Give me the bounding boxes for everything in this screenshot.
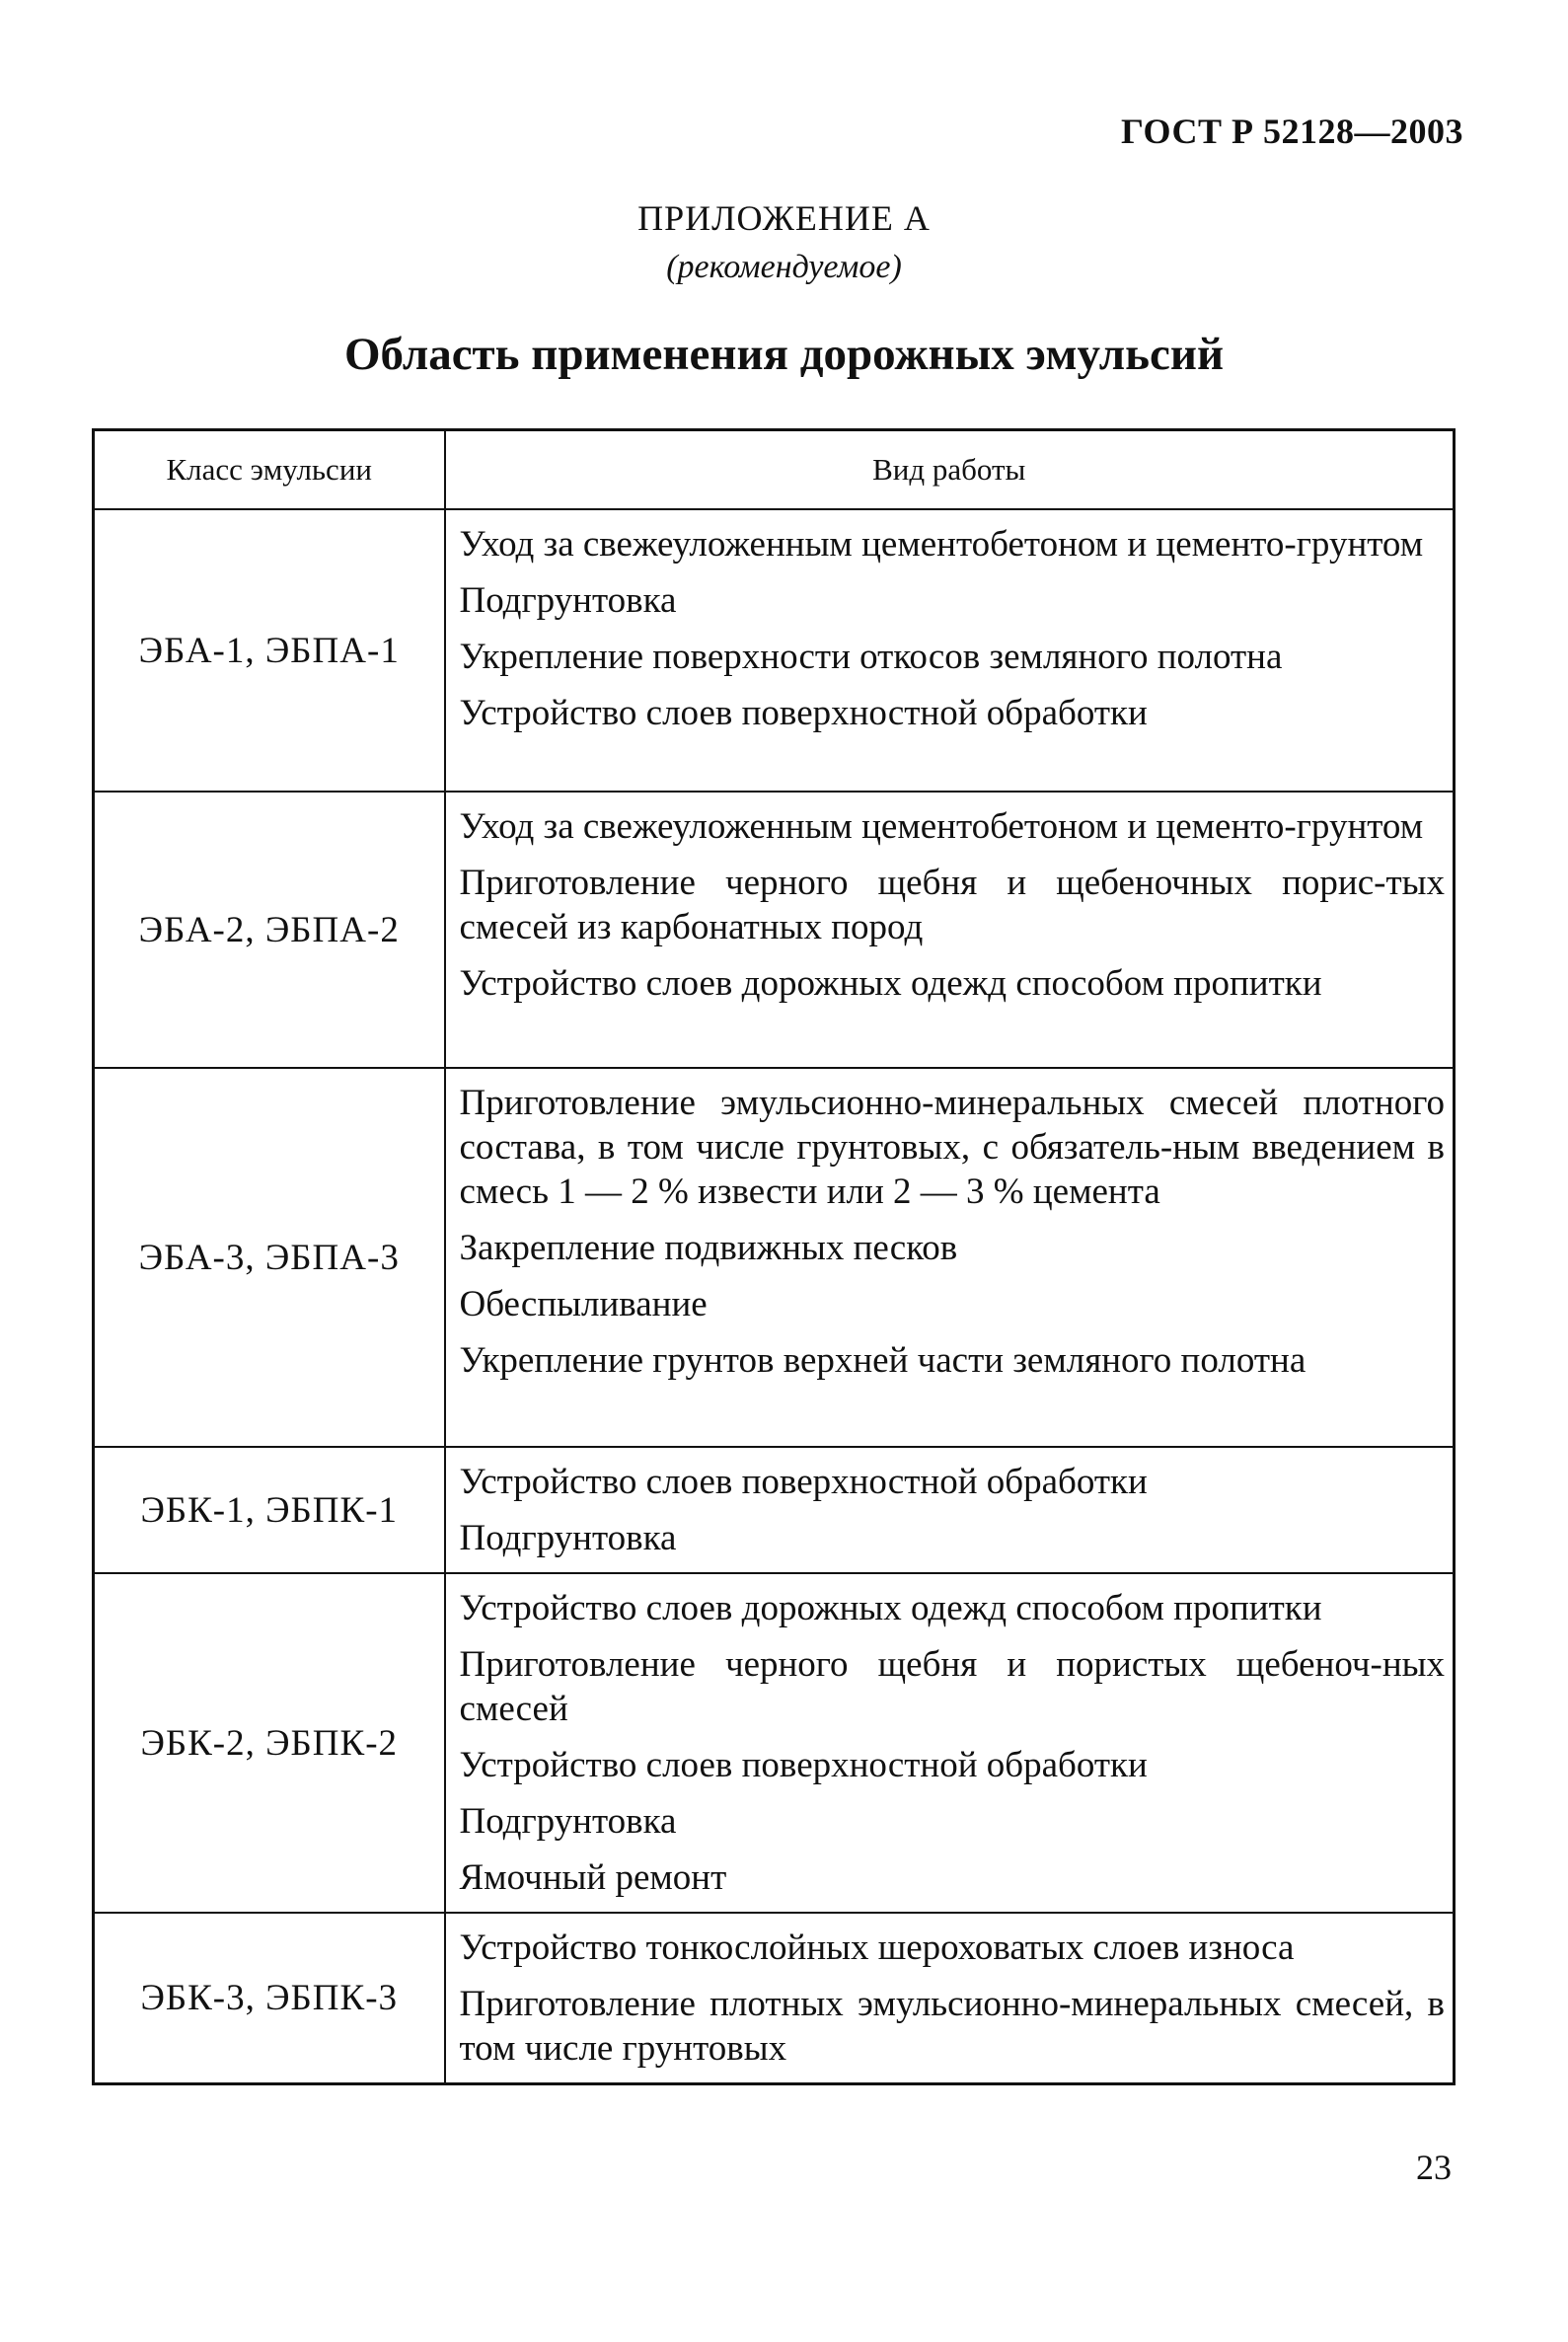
table-row (94, 1913, 1455, 2084)
table-row (94, 1573, 1455, 1913)
table-row (94, 792, 1455, 1068)
work-item: Устройство слоев поверхностной обработки (459, 1745, 1148, 1785)
emulsion-class-cell: ЭБА-3, ЭБПА-3 (94, 1068, 445, 1447)
page-number: 23 (1416, 2148, 1452, 2187)
work-type-cell (445, 1913, 1455, 2084)
work-item: Укрепление поверхности откосов земляного полотна (459, 637, 1283, 677)
work-type-cell (445, 1447, 1455, 1573)
appendix-note: (рекомендуемое) (666, 249, 902, 285)
work-item: Уход за свежеуложенным цементобетоном и цементо-грунтом (459, 806, 1424, 847)
work-item: Уход за свежеуложенным цементобетоном и цементо-грунтом (459, 524, 1424, 565)
emulsion-class-cell: ЭБА-2, ЭБПА-2 (94, 792, 445, 1068)
work-item: Приготовление эмульсионно-минеральных смесей плотного состава, в том числе грунтовых, с обязатель-ным введением в смесь 1 — 2 % извести или 2 — 3 % цемента (459, 1083, 1445, 1212)
work-item: Подгрунтовка (459, 580, 677, 621)
emulsion-application-table (92, 428, 1456, 2085)
work-item: Устройство тонкослойных шероховатых слоев износа (459, 1927, 1295, 1968)
appendix-title: ПРИЛОЖЕНИЕ А (637, 198, 931, 238)
work-item: Укрепление грунтов верхней части земляного полотна (459, 1340, 1307, 1381)
table-row (94, 1068, 1455, 1447)
page-title: Область применения дорожных эмульсий (343, 329, 1225, 380)
work-item: Устройство слоев поверхностной обработки (459, 693, 1148, 733)
emulsion-class-cell: ЭБК-2, ЭБПК-2 (94, 1573, 445, 1913)
work-item: Устройство слоев дорожных одежд способом пропитки (459, 963, 1322, 1004)
work-item: Устройство слоев поверхностной обработки (459, 1462, 1148, 1502)
work-item: Обеспыливание (459, 1284, 708, 1324)
table-header-row (94, 430, 1455, 510)
column-header-emulsion-class: Класс эмульсии (94, 430, 445, 510)
work-type-cell (445, 509, 1455, 792)
work-item: Закрепление подвижных песков (459, 1228, 958, 1268)
work-item: Приготовление черного щебня и пористых щебеноч-ных смесей (459, 1644, 1445, 1729)
work-item: Ямочный ремонт (459, 1857, 727, 1898)
table-row (94, 1447, 1455, 1573)
work-type-cell (445, 1573, 1455, 1913)
emulsion-class-cell: ЭБК-3, ЭБПК-3 (94, 1913, 445, 2084)
work-type-cell (445, 1068, 1455, 1447)
work-item: Подгрунтовка (459, 1801, 677, 1842)
emulsion-class-cell: ЭБК-1, ЭБПК-1 (94, 1447, 445, 1573)
work-item: Устройство слоев дорожных одежд способом пропитки (459, 1588, 1322, 1628)
document-code: ГОСТ Р 52128—2003 (1121, 112, 1463, 151)
column-header-work-type: Вид работы (445, 430, 1455, 510)
work-item: Подгрунтовка (459, 1518, 677, 1558)
emulsion-class-cell: ЭБА-1, ЭБПА-1 (94, 509, 445, 792)
work-item: Приготовление плотных эмульсионно-минеральных смесей, в том числе грунтовых (459, 1984, 1445, 2069)
work-item: Приготовление черного щебня и щебеночных порис-тых смесей из карбонатных пород (459, 863, 1445, 947)
table-row (94, 509, 1455, 792)
work-type-cell (445, 792, 1455, 1068)
